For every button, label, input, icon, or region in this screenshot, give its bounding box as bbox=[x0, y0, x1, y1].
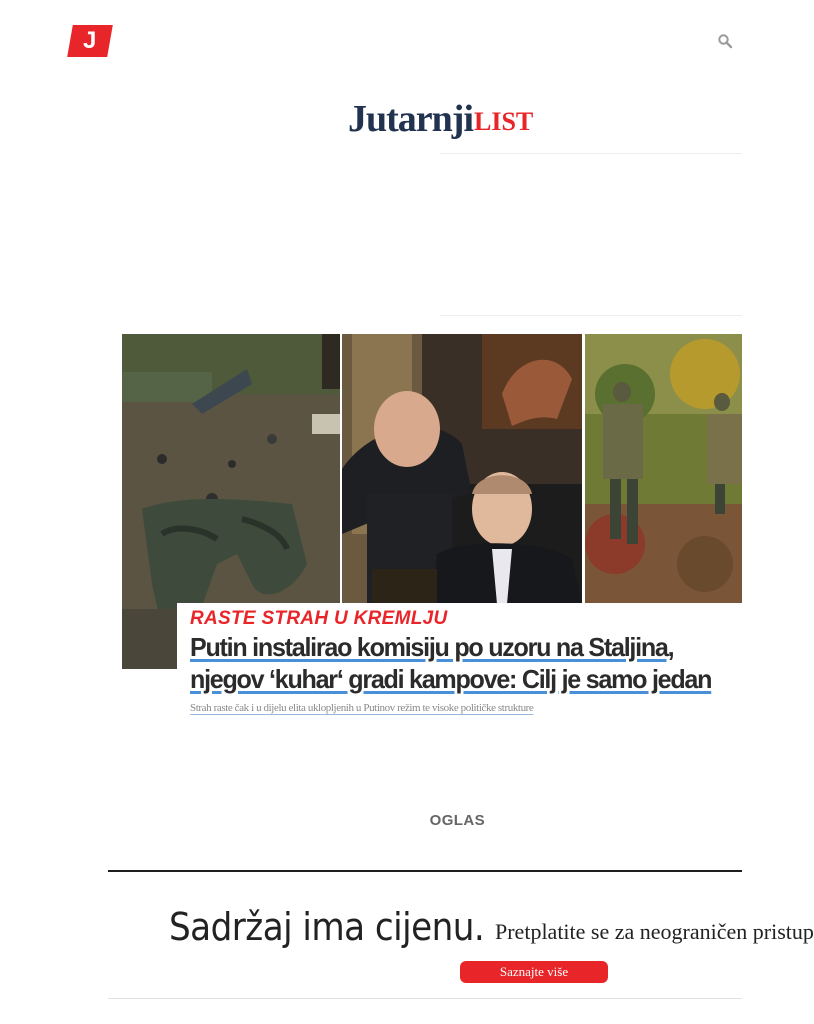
article-kicker: RASTE STRAH U KREMLJU bbox=[190, 608, 448, 629]
paywall-title: Sadržaj ima cijenu. bbox=[169, 905, 485, 949]
paywall-subtitle: Pretplatite se za neograničen pristup bbox=[495, 919, 814, 944]
article-headline-link[interactable]: Putin instalirao komisiju po uzoru na Staljina, njegov ‘kuhar‘ gradi kampove: Cilj je samo jedan bbox=[190, 632, 712, 694]
article-lead[interactable] bbox=[190, 702, 533, 714]
divider bbox=[108, 870, 742, 872]
search-icon[interactable] bbox=[717, 33, 733, 49]
brand-name: Jutarnji bbox=[348, 98, 473, 140]
divider bbox=[440, 153, 742, 154]
hero-photo-center bbox=[342, 334, 582, 604]
article-headline[interactable] bbox=[190, 631, 721, 695]
hero-photo-right bbox=[585, 334, 742, 604]
divider bbox=[108, 998, 742, 999]
divider bbox=[440, 315, 742, 316]
paywall-banner bbox=[169, 905, 814, 949]
learn-more-button[interactable]: Saznajte više bbox=[460, 961, 608, 983]
brand-wordmark[interactable] bbox=[348, 94, 533, 138]
hero-article-card[interactable] bbox=[177, 603, 742, 723]
article-lead-link[interactable]: Strah raste čak i u dijelu elita uklopljenih u Putinov režim te visoke političke strukture bbox=[190, 702, 534, 714]
brand-suffix: LIST bbox=[474, 107, 534, 136]
logo-letter: J bbox=[83, 27, 97, 54]
site-logo[interactable] bbox=[67, 25, 113, 57]
ad-label: OGLAS bbox=[429, 812, 485, 829]
